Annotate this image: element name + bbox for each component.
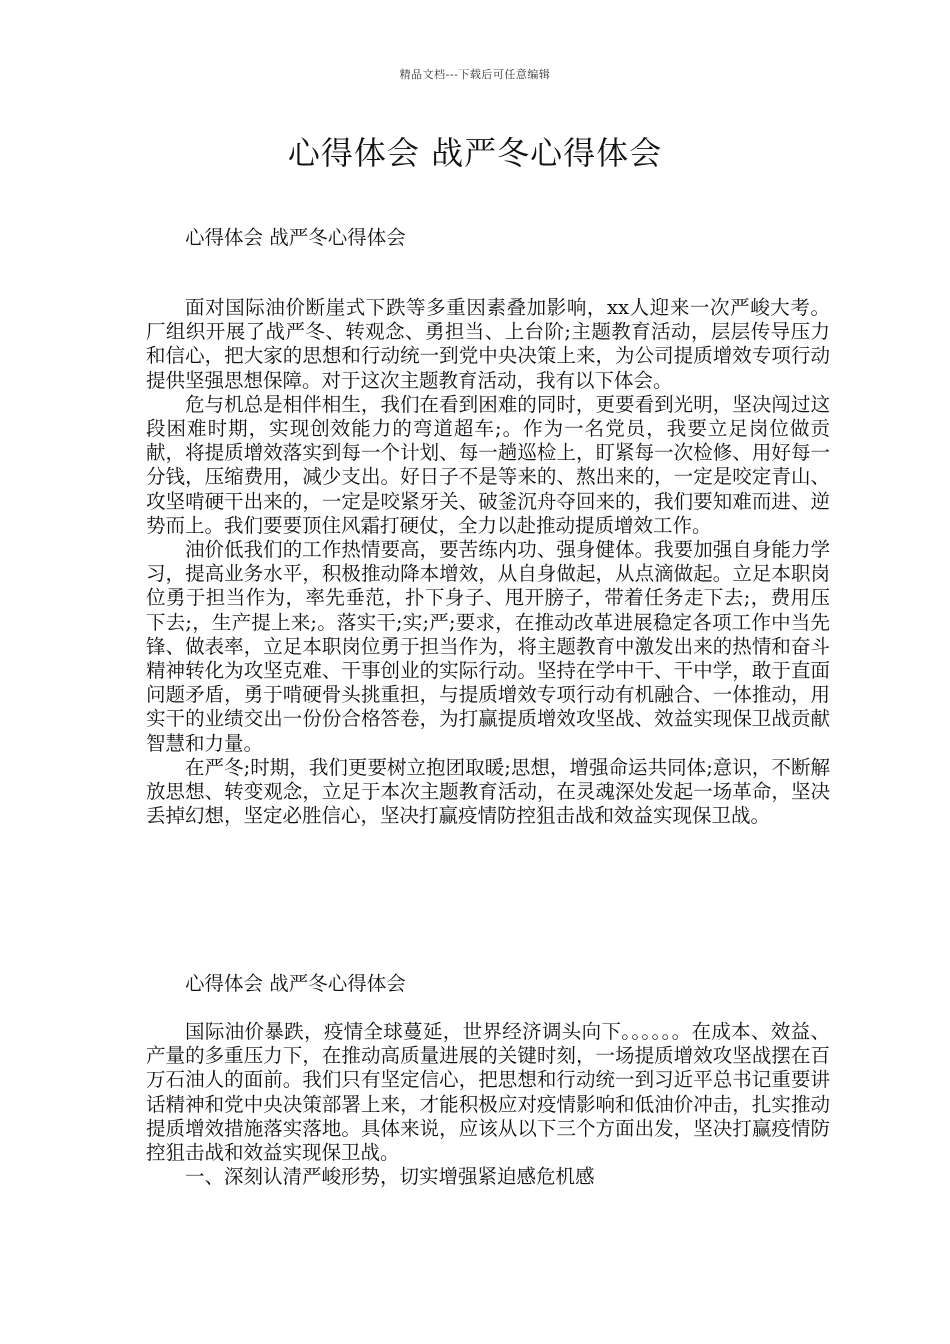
section-2-heading: 心得体会 战严冬心得体会	[185, 972, 406, 995]
section-2-paragraph-1: 国际油价暴跌，疫情全球蔓延，世界经济调头向下。。。。。。在成本、效益、产量的多重压力下，在推动高质量进展的关键时刻，一场提质增效攻坚战摆在百万石油人的面前。我们只有坚定信心，把思想和行动统一到习近平总书记重要讲话精神和党中央决策部署上来，才能积极应对疫情影响和低油价冲击，扎实推动提质增效措施落实落地。具体来说，应该从以下三个方面出发，坚决打赢疫情防控狙击战和效益实现保卫战。	[146, 1020, 830, 1165]
header-note: 精品文档---下载后可任意编辑	[399, 68, 551, 81]
section-2-paragraph-2: 一、深刻认清严峻形势，切实增强紧迫感危机感	[185, 1165, 595, 1189]
section-1-body	[146, 296, 830, 828]
section-1-paragraph-2: 危与机总是相伴相生，我们在看到困难的同时，更要看到光明，坚决闯过这段困难时期，实现创效能力的弯道超车;。作为一名党员，我要立足岗位做贡献，将提质增效落实到每一个计划、每一趟巡检上，盯紧每一次检修、用好每一分钱，压缩费用，减少支出。好日子不是等来的、熬出来的，一定是咬定青山、攻坚啃硬干出来的，一定是咬紧牙关、破釜沉舟夺回来的，我们要知难而进、逆势而上。我们要要顶住风霜打硬仗，全力以赴推动提质增效工作。	[146, 392, 830, 537]
section-1-heading: 心得体会 战严冬心得体会	[185, 226, 406, 249]
document-title: 心得体会 战严冬心得体会	[287, 134, 663, 172]
section-1-paragraph-1: 面对国际油价断崖式下跌等多重因素叠加影响，xx人迎来一次严峻大考。厂组织开展了战严冬、转观念、勇担当、上台阶;主题教育活动，层层传导压力和信心，把大家的思想和行动统一到党中央决策上来，为公司提质增效专项行动提供坚强思想保障。对于这次主题教育活动，我有以下体会。	[146, 296, 830, 392]
section-2-body	[146, 1020, 830, 1189]
section-1-paragraph-3: 油价低我们的工作热情要高，要苦练内功、强身健体。我要加强自身能力学习，提高业务水平，积极推动降本增效，从自身做起，从点滴做起。立足本职岗位勇于担当作为，率先垂范，扑下身子、甩开膀子，带着任务走下去;，费用压下去;，生产提上来;。落实干;实;严;要求，在推动改革进展稳定各项工作中当先锋、做表率，立足本职岗位勇于担当作为，将主题教育中激发出来的热情和奋斗精神转化为攻坚克难、干事创业的实际行动。坚持在学中干、干中学，敢于直面问题矛盾，勇于啃硬骨头挑重担，与提质增效专项行动有机融合、一体推动，用实干的业绩交出一份份合格答卷，为打赢提质增效攻坚战、效益实现保卫战贡献智慧和力量。	[146, 538, 830, 755]
section-1-paragraph-4: 在严冬;时期，我们更要树立抱团取暖;思想，增强命运共同体;意识，不断解放思想、转变观念，立足于本次主题教育活动，在灵魂深处发起一场革命，坚决丢掉幻想，坚定必胜信心，坚决打赢疫情防控狙击战和效益实现保卫战。	[146, 755, 830, 828]
